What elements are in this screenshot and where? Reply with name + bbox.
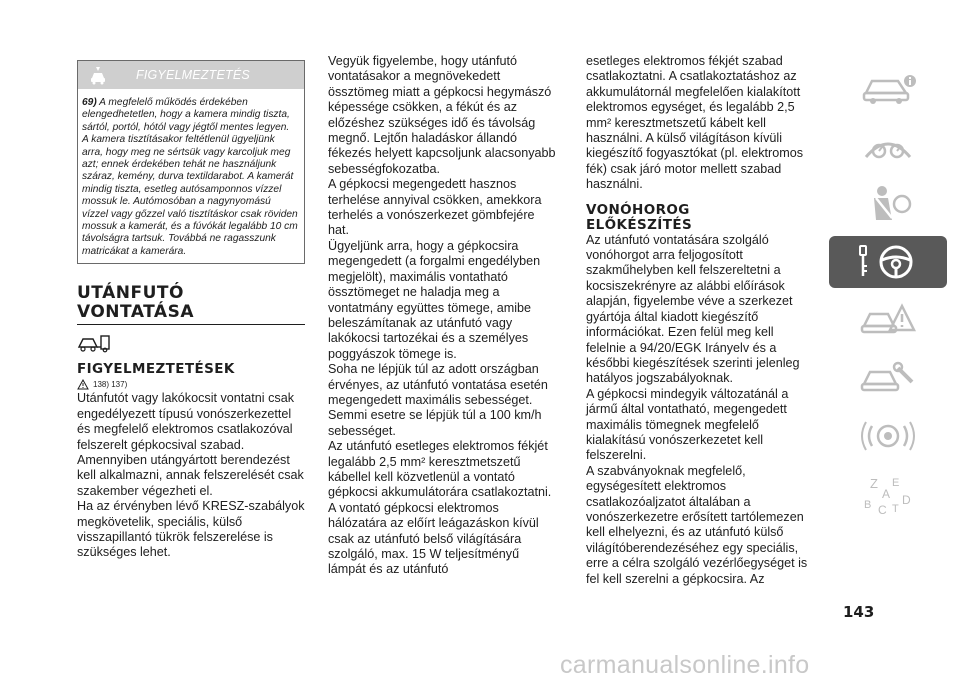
svg-text:E: E	[892, 477, 900, 489]
column-right	[586, 54, 811, 587]
tab-emergency[interactable]	[829, 294, 947, 346]
towing-icon	[77, 333, 305, 358]
tab-index[interactable]	[829, 468, 947, 520]
svg-text:D: D	[902, 493, 911, 507]
warning-triangle-icon	[77, 379, 89, 390]
watermark: carmanualsonline.info	[560, 651, 810, 679]
index-icon	[858, 472, 918, 516]
tab-maintenance[interactable]	[829, 352, 947, 404]
svg-text:C: C	[878, 503, 887, 516]
paragraph: Ügyeljünk arra, hogy a gépkocsira megengedett (a forgalmi engedélyben megjelölt), maximális vontatható össztömeget ne haladja meg a vontatmány együttes tömege, amibe beleszámítanak az utánfutó vagy lakókocsi tartozékai és a személyes poggyászok tömege is.	[328, 238, 541, 361]
seatbelt-safety-icon	[858, 184, 918, 224]
paragraph: Utánfutót vagy lakókocsit vontatni csak engedélyezett típusú vonószerkezettel és megfelelő elektromos csatlakozóval felszerelt gépkocsival szabad.	[77, 391, 295, 452]
warning-text	[78, 89, 304, 263]
warning-header	[78, 61, 304, 89]
tab-safety[interactable]	[829, 178, 947, 230]
paragraph: Az utánfutó esetleges elektromos fékjét legalább 2,5 mm² keresztmetszetű kábellel kell közvetlenül a vontató gépkocsi akkumulátorára csatlakoztatni. A vontató gépkocsi elektromos hálózatára az előírt leágazáskon kívül csak az utánfutó belső világítására szolgáló, max. 15 W teljesítményű lámpát és az utánfutó	[328, 439, 552, 577]
svg-text:Z: Z	[870, 476, 878, 491]
svg-text:T: T	[892, 503, 899, 515]
paragraph: Soha ne lépjük túl az adott országban érvényes, az utánfutó vontatása esetén megengedett maximális sebességet. Semmi esetre se lépjük túl a 100 km/h sebességet.	[328, 362, 548, 438]
tab-car-info[interactable]	[829, 62, 947, 114]
warning-box	[77, 60, 305, 264]
paragraph: A gépkocsi megengedett hasznos terhelése annyival csökken, amekkora terhelés a vonószerkezet gömbfejére hat.	[328, 177, 542, 238]
tab-multimedia[interactable]	[829, 410, 947, 462]
warning-references	[77, 379, 305, 390]
section-subtitle: FIGYELMEZTETÉSEK	[77, 361, 235, 378]
svg-text:A: A	[882, 487, 891, 501]
maintenance-icon	[858, 358, 918, 398]
page-number: 143	[843, 603, 875, 621]
column-middle	[328, 54, 559, 578]
paragraph: Ha az érvényben lévő KRESZ-szabályok megkövetelik, speciális, külső visszapillantó tükrök felszerelése is szükséges lehet.	[77, 499, 305, 560]
paragraph: A szabványoknak megfelelő, egységesített elektromos csatlakozóaljzatot általában a vonószerkezetre erősített tartólemezen kell elhelyezni, és az utánfutó külső világítóberendezéséhez egy speciális, erre a célra szolgáló vezérlőegységet is fel kell szerelni a gépkocsira. Az	[586, 463, 808, 586]
column-left	[77, 60, 305, 561]
hitch-heading-line1: VONÓHOROG	[586, 201, 690, 218]
warning-emergency-icon	[858, 300, 918, 340]
section-title	[77, 284, 305, 325]
reference-numbers: 138) 137)	[93, 380, 128, 390]
chapter-tabs	[829, 62, 947, 526]
paragraph: Az utánfutó vontatására szolgáló vonóhorgot arra feljogosított szakműhelyben kell felszereltetni a kocsiszekrényre az alábbi előírások alapján, figyelembe véve a szerkezet gyártója által kiadott kiegészítő információkat. Ezen felül meg kell felelnie a 94/20/EGK Irányelv és a későbbi kiegészítések szerinti jelenleg hatályos jogszabályoknak.	[586, 232, 800, 386]
paragraph: Vegyük figyelembe, hogy utánfutó vontatásakor a megnövekedett össztömeg miatt a gépkocsi hegymászó képessége csökken, a fékút és az előzéshez szükséges idő és távolság megnő. Lejtőn haladáskor állandó fékezés helyett kapcsoljunk alacsonyabb sebességfokozatba.	[328, 54, 556, 176]
car-warning-icon	[84, 61, 112, 89]
section-title-line1: UTÁNFUTÓ	[77, 283, 184, 304]
tab-starting-driving[interactable]	[829, 236, 947, 288]
warning-title: FIGYELMEZTETÉS	[136, 68, 250, 82]
hitch-heading	[586, 203, 811, 233]
dashboard-icon	[858, 129, 918, 163]
hitch-heading-line2: ELŐKÉSZÍTÉS	[586, 216, 693, 233]
paragraph: Amennyiben utángyártott berendezést kell alkalmazni, annak felszerelését csak szakember végezheti el.	[77, 452, 304, 498]
paragraph: esetleges elektromos fékjét szabad csatlakoztatni. A csatlakoztatáshoz az akkumulátornál megfelelően kialakított elektromos egységet, és legalább 2,5 mm² keresztmetszetű kábelt kell használni. A külső világításon kívüli kiegészítő fogyasztókat (pl. elektromos fék) csak járó motor mellett szabad használni.	[586, 54, 803, 192]
tab-dashboard[interactable]	[829, 120, 947, 172]
warning-number: 69)	[82, 97, 97, 108]
warning-body: A megfelelő működés érdekében elengedhetetlen, hogy a kamera mindig tiszta, sártól, portól, hótól vagy jégtől mentes legyen. A kamera tisztításakor feltétlenül ügyeljünk arra, hogy meg ne sértsük vagy karcoljuk meg azt; ennek érdekében tehát ne használjunk száraz, kemény, durva textildarabot. A kamerát mindig tiszta, esetleg autósamponnos vízzel mossuk le. Autómosóban a nagynyomású vízzel vagy gőzzel való tisztításkor csak röviden mossuk a kamerát, és a fúvókát legalább 10 cm távolságra tartsuk. Továbbá ne ragasszunk matricákat a kamerára.	[82, 97, 298, 257]
key-steering-icon	[852, 242, 924, 282]
car-info-icon	[858, 71, 918, 105]
section-title-line2: VONTATÁSA	[77, 303, 305, 325]
paragraph: A gépkocsi mindegyik változatánál a jármű által vontatható, megengedett maximális tömegnek megfelelő kialakítású vonószerkezetet kell felszerelni.	[586, 386, 789, 463]
svg-text:B: B	[864, 499, 872, 511]
multimedia-icon	[858, 416, 918, 456]
